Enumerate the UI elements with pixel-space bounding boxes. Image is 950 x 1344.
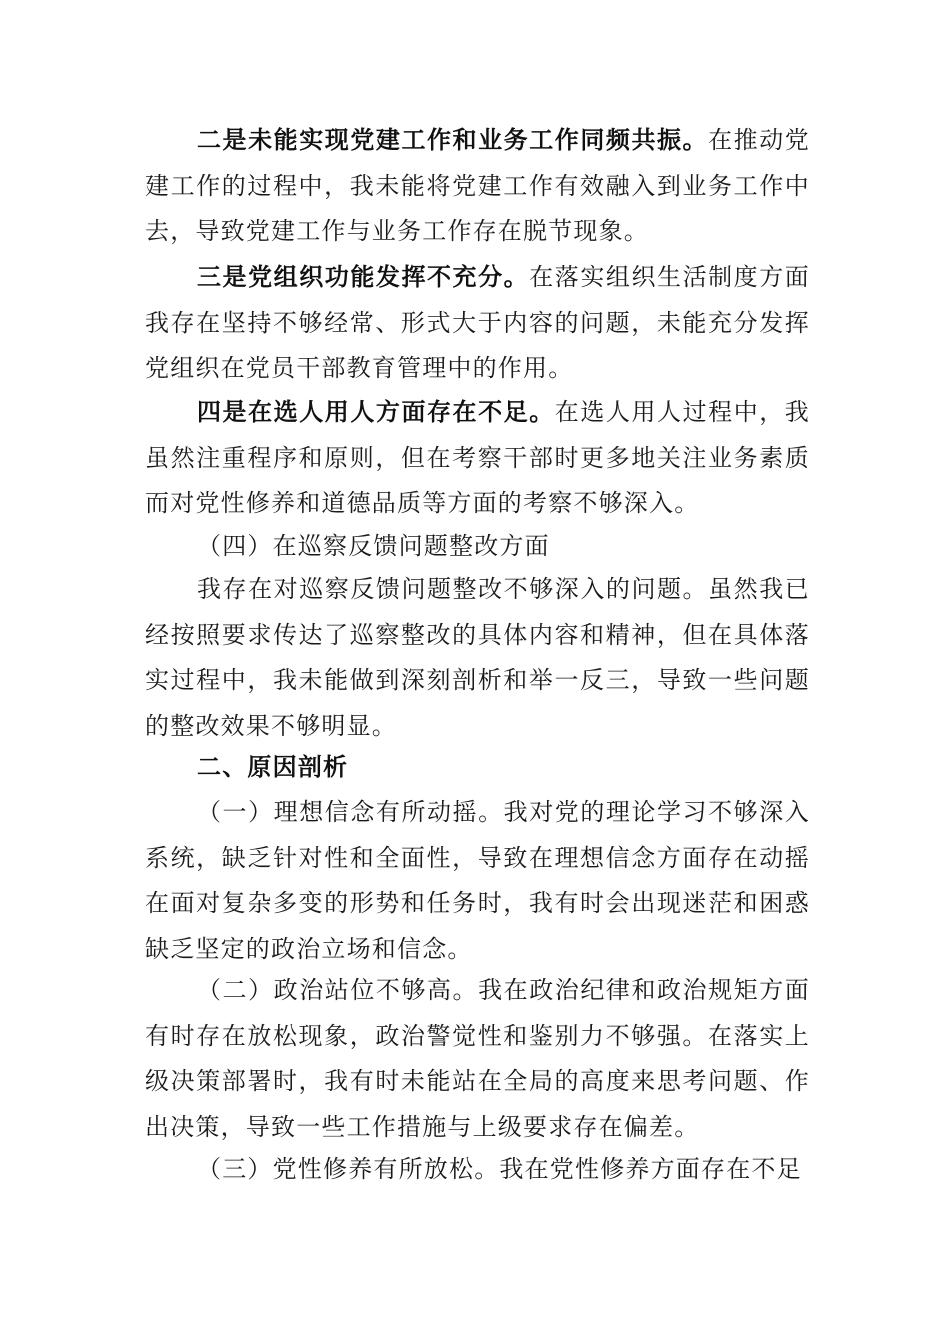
paragraph-three-is: [145, 255, 810, 392]
paragraph-ideals-beliefs: （一）理想信念有所动摇。我对党的理论学习不够深入系统，缺乏针对性和全面性，导致在理想信念方面存在动摇在面对复杂多变的形势和任务时，我有时会出现迷茫和困惑缺乏坚定的政治立场和信念。: [145, 798, 810, 963]
paragraph-party-cultivation: （三）党性修养有所放松。我在党性修养方面存在不足: [197, 1155, 802, 1183]
paragraph-inspection-rectification: 我存在对巡察反馈问题整改不够深入的问题。虽然我已经按照要求传达了巡察整改的具体内容和精神，但在具体落实过程中，我未能做到深刻剖析和举一反三，导致一些问题的整改效果不够明显。: [145, 575, 810, 740]
paragraph-four-is: [145, 390, 810, 527]
paragraph-body: 在选人用人过程中，我虽然注重程序和原则，但在考察干部时更多地关注业务素质而对党性修养和道德品质等方面的考察不够深入。: [145, 398, 810, 517]
paragraph-lead: 二是未能实现党建工作和业务工作同频共振。: [197, 126, 709, 154]
paragraph-lead: 三是党组织功能发挥不充分。: [197, 263, 530, 291]
section-heading-cause-analysis: [145, 745, 810, 791]
paragraph-two-is: [145, 118, 810, 255]
paragraph-body: 在推动党建工作的过程中，我未能将党建工作有效融入到业务工作中去，导致党建工作与业务工作存在脱节现象。: [145, 126, 810, 245]
paragraph-lead: 四是在选人用人方面存在不足。: [197, 398, 555, 426]
paragraph-body: 在落实组织生活制度方面我存在坚持不够经常、形式大于内容的问题，未能充分发挥党组织在党员干部教育管理中的作用。: [145, 263, 810, 382]
paragraph-political-stance: （二）政治站位不够高。我在政治纪律和政治规矩方面有时存在放松现象，政治警觉性和鉴别力不够强。在落实上级决策部署时，我有时未能站在全局的高度来思考问题、作出决策，导致一些工作措施与上级要求存在偏差。: [145, 976, 810, 1141]
section-heading-text: 二、原因剖析: [197, 753, 349, 781]
subsection-four-heading: （四）在巡察反馈问题整改方面: [197, 532, 550, 560]
